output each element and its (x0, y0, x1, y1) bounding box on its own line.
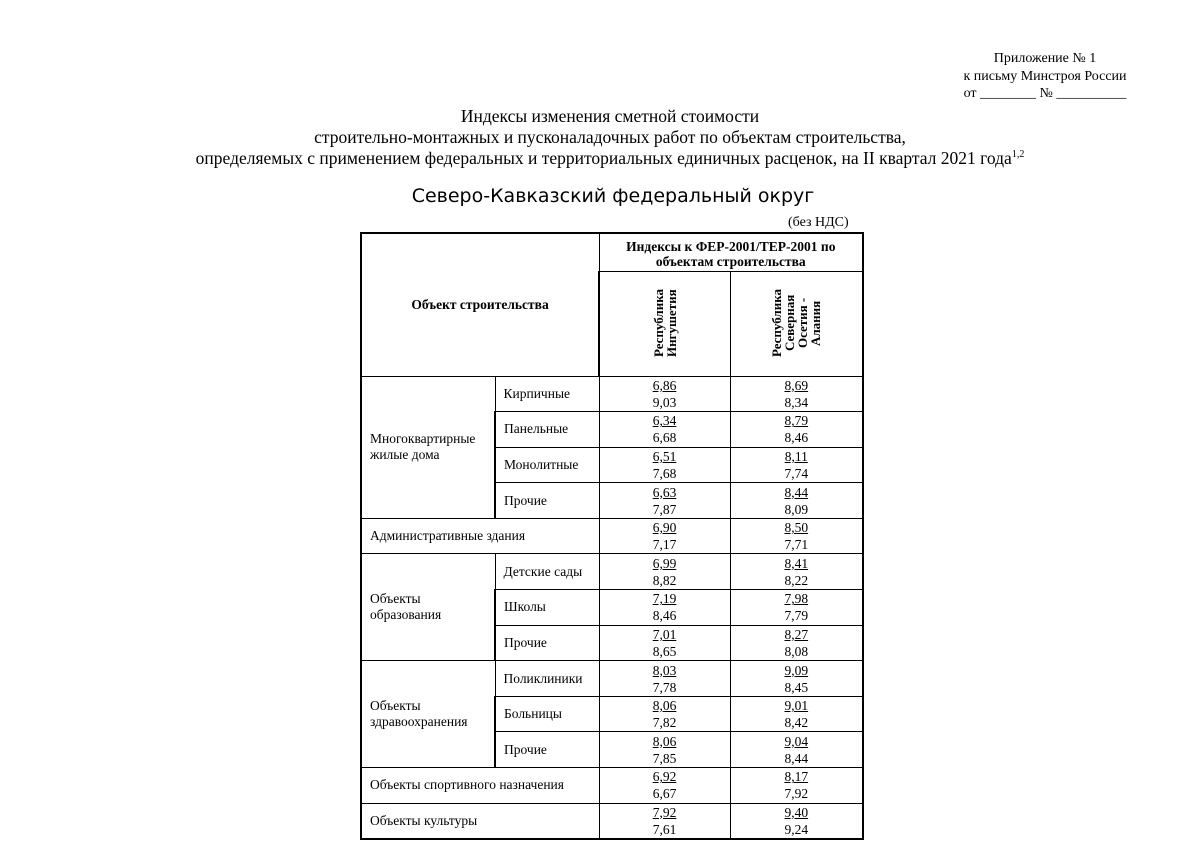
value-cell-ingushetia (599, 732, 730, 768)
index-value-fer: 6,86 (652, 377, 677, 393)
value-cell-north-ossetia (730, 447, 863, 483)
index-value-fer: 6,99 (652, 555, 677, 571)
index-value-fer: 8,06 (652, 733, 677, 749)
index-value-ter: 8,82 (652, 572, 677, 588)
index-value-ter: 8,34 (784, 394, 809, 410)
index-value-fer: 7,19 (652, 591, 677, 607)
index-value-fer: 6,51 (652, 448, 677, 464)
vat-note: (без НДС) (788, 215, 849, 230)
header-col-north-ossetia: Республика Северная Осетия - Алания (730, 271, 863, 376)
index-value-ter: 9,03 (652, 394, 677, 410)
index-value-ter: 8,46 (652, 608, 677, 624)
subcategory-cell: Кирпичные (495, 376, 599, 412)
index-value-ter: 7,87 (652, 501, 677, 517)
subcategory-cell: Детские сады (495, 554, 599, 590)
index-value-ter: 8,44 (784, 750, 809, 766)
value-cell-north-ossetia (730, 590, 863, 626)
index-value-fer: 8,03 (652, 662, 677, 678)
index-value-ter: 7,78 (652, 679, 677, 695)
table-row (361, 661, 863, 697)
index-value-ter: 7,61 (652, 821, 677, 837)
header-index-group: Индексы к ФЕР-2001/ТЕР-2001 по объектам строительства (599, 233, 863, 271)
index-value-ter: 9,24 (784, 821, 809, 837)
index-value-ter: 7,79 (784, 608, 809, 624)
title-line-3 (0, 148, 1200, 169)
index-value-fer: 8,69 (784, 377, 809, 393)
value-cell-north-ossetia (730, 483, 863, 519)
index-value-ter: 7,85 (652, 750, 677, 766)
index-value-fer: 7,92 (652, 804, 677, 820)
category-cell: Административные здания (361, 518, 599, 554)
index-value-fer: 6,92 (652, 769, 677, 785)
category-cell: Объекты спортивного назначения (361, 768, 599, 804)
index-value-ter: 8,09 (784, 501, 809, 517)
value-cell-north-ossetia (730, 376, 863, 412)
index-value-fer: 9,01 (784, 698, 809, 714)
subcategory-cell: Монолитные (495, 447, 599, 483)
value-cell-north-ossetia (730, 696, 863, 732)
value-cell-north-ossetia (730, 661, 863, 697)
subcategory-cell: Прочие (495, 732, 599, 768)
value-cell-north-ossetia (730, 518, 863, 554)
index-value-fer: 8,27 (784, 626, 809, 642)
title-line-1: Индексы изменения сметной стоимости (460, 106, 760, 126)
index-value-fer: 8,50 (784, 520, 809, 536)
value-cell-north-ossetia (730, 768, 863, 804)
table-row (361, 518, 863, 554)
index-value-fer: 8,17 (784, 769, 809, 785)
index-value-ter: 8,22 (784, 572, 809, 588)
index-value-ter: 8,08 (784, 643, 809, 659)
value-cell-ingushetia (599, 661, 730, 697)
index-value-ter: 6,67 (652, 786, 677, 802)
value-cell-ingushetia (599, 625, 730, 661)
footnote-refs: 1,2 (1011, 149, 1025, 160)
value-cell-ingushetia (599, 554, 730, 590)
subcategory-cell: Больницы (495, 696, 599, 732)
index-value-ter: 7,82 (652, 715, 677, 731)
category-cell: Объекты здравоохранения (361, 661, 495, 768)
index-value-fer: 9,04 (784, 733, 809, 749)
region-heading: Северо-Кавказский федеральный округ (411, 185, 815, 207)
index-value-ter: 8,46 (784, 430, 809, 446)
index-table-wrapper (360, 232, 862, 839)
subcategory-cell: Панельные (495, 412, 599, 448)
value-cell-ingushetia (599, 590, 730, 626)
index-value-ter: 8,65 (652, 643, 677, 659)
category-cell: Объекты культуры (361, 803, 599, 839)
index-value-fer: 8,41 (784, 555, 809, 571)
value-cell-ingushetia (599, 518, 730, 554)
index-value-ter: 8,45 (784, 679, 809, 695)
subcategory-cell: Школы (495, 590, 599, 626)
index-value-fer: 7,01 (652, 626, 677, 642)
value-cell-ingushetia (599, 483, 730, 519)
value-cell-ingushetia (599, 768, 730, 804)
index-value-ter: 7,92 (784, 786, 809, 802)
value-cell-ingushetia (599, 412, 730, 448)
index-value-fer: 9,09 (784, 662, 809, 678)
appendix-line-2: к письму Минстроя России (963, 68, 1127, 84)
index-value-fer: 8,11 (784, 448, 808, 464)
index-value-ter: 7,17 (652, 537, 677, 553)
header-object: Объект строительства (361, 233, 599, 376)
document-title (0, 106, 1200, 169)
index-value-fer: 8,79 (784, 413, 809, 429)
index-table (360, 232, 864, 840)
appendix-line-3: от ________ № __________ (963, 86, 1127, 101)
value-cell-north-ossetia (730, 732, 863, 768)
value-cell-north-ossetia (730, 554, 863, 590)
value-cell-ingushetia (599, 696, 730, 732)
value-cell-north-ossetia (730, 412, 863, 448)
index-value-fer: 6,90 (652, 520, 677, 536)
value-cell-ingushetia (599, 376, 730, 412)
index-value-ter: 7,71 (784, 537, 809, 553)
header-col-ingushetia: Республика Ингушетия (599, 271, 730, 376)
index-value-ter: 8,42 (784, 715, 809, 731)
index-value-ter: 6,68 (652, 430, 677, 446)
value-cell-ingushetia (599, 447, 730, 483)
index-value-fer: 8,06 (652, 698, 677, 714)
table-row (361, 768, 863, 804)
index-value-fer: 6,63 (652, 484, 677, 500)
category-cell: Объекты образования (361, 554, 495, 661)
category-cell: Многоквартирные жилые дома (361, 376, 495, 518)
table-row (361, 554, 863, 590)
index-value-fer: 6,34 (652, 413, 677, 429)
title-line-2: строительно-монтажных и пусконаладочных работ по объектам строительства, (314, 127, 906, 147)
appendix-line-1: Приложение № 1 (993, 51, 1097, 66)
subcategory-cell: Прочие (495, 483, 599, 519)
subcategory-cell: Поликлиники (495, 661, 599, 697)
index-value-ter: 7,68 (652, 465, 677, 481)
table-row (361, 376, 863, 412)
index-value-fer: 7,98 (784, 591, 809, 607)
subcategory-cell: Прочие (495, 625, 599, 661)
index-value-fer: 9,40 (784, 804, 809, 820)
table-row (361, 803, 863, 839)
value-cell-ingushetia (599, 803, 730, 839)
value-cell-north-ossetia (730, 803, 863, 839)
appendix-block (945, 50, 1145, 103)
value-cell-north-ossetia (730, 625, 863, 661)
index-value-ter: 7,74 (784, 465, 809, 481)
index-value-fer: 8,44 (784, 484, 809, 500)
title-line-3-text: определяемых с применением федеральных и территориальных единичных расценок, на II квартал 2021 года (195, 148, 1012, 168)
